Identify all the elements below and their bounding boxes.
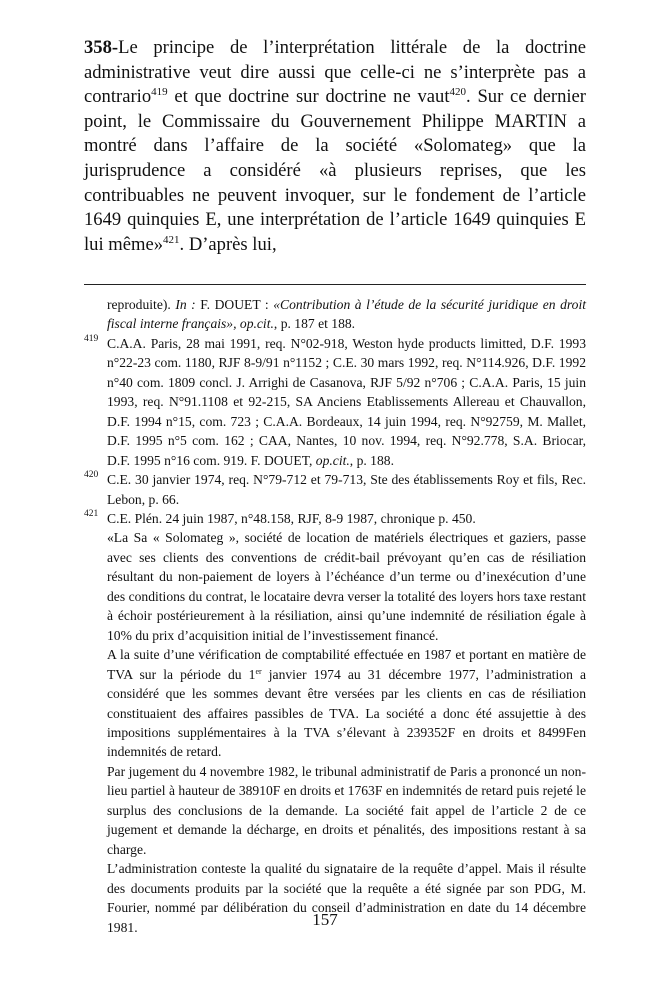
footnote-paragraph: «La Sa « Solomateg », société de location de matériels électriques et gaziers, passe avec ses clients des conventions de crédit-bail prévoyant qu’en cas de résiliation résultant du non-paiement de loyers à l’échéance d’un terme ou d’inexécution d’une des conditions du contrat, le locataire devra verser la totalité des loyers hors taxe restant à échoir postérieurement à la résiliation, ainsi qu’une indemnité de résiliation égale à 10% du prix d’acquisition initial de l’investissement financé. — [107, 530, 586, 643]
text: F. DOUET : — [195, 297, 274, 312]
footnote-ref[interactable]: 419 — [151, 86, 168, 99]
footnote-421 — [84, 509, 586, 528]
text: Le principe de l’interprétation littérale de la doctrine administrative veut dire aussi que celle-ci ne s’interprète pas a contrario — [84, 37, 586, 108]
text: op.cit. — [315, 452, 350, 468]
paragraph-number: 358- — [84, 37, 119, 58]
text: C.E. Plén. 24 juin 1987, n°48.158, RJF, 8-9 1987, chronique p. 450. — [107, 510, 476, 526]
text: et que doctrine sur doctrine ne vaut — [167, 86, 450, 108]
footnote-paragraph — [84, 645, 586, 762]
text: C.E. 30 janvier 1974, req. N°79-712 et 79-713, Ste des établissements Roy et fils, Rec. Lebon, p. 66. — [107, 472, 586, 507]
footnote-420 — [84, 470, 586, 509]
text: , p. 188. — [349, 452, 394, 468]
footnote-number: 420 — [84, 470, 99, 481]
text: C.A.A. Paris, 28 mai 1991, req. N°02-918, Weston hyde products limitted, D.F. 1993 n°22-23 com. 1180, RJF 8-9/91 n°1152 ; C.E. 30 mars 1992, req. N°114.926, D.F. 1992 n°40 com. 1809 concl. J. Arrighi de Casanova, RJF 5/92 n°706 ; C.A.A. Paris, 15 juin 1993, req. N°91.1108 et 92-215, SA Anciens Etablissements Allereau et Chauvallon, D.F. 1994 n°15, com. 723 ; C.A.A. Bordeaux, 14 juin 1994, req. N°92759, M. Mallet, D.F. 1995 n°5 com. 162 ; CAA, Nantes, 10 nov. 1994, req. N°92.778, S.A. Briocar, D.F. 1995 n°16 com. 919. F. DOUET, — [107, 335, 586, 468]
text: «Contribution à l’étude de la sécurité juridique en droit fiscal interne français», op.cit. — [107, 297, 587, 332]
footnote-ref[interactable]: 421 — [163, 233, 180, 246]
page-number: 157 — [312, 910, 338, 929]
text: A la suite d’une vérification de comptabilité effectuée en 1987 et portant en matière de TVA sur la période du 1 — [107, 647, 586, 682]
text: janvier 1974 au 31 décembre 1977, l’administration a considéré que les sommes devant être versées par les clients en cas de résiliation constituaient des affaires passibles de TVA. La société a donc été assujettie à des impositions supplémentaires à la TVA s’élevant à 239352F en droits et 8499Fen indemnités de retard. — [107, 666, 586, 760]
text: In : — [175, 297, 196, 312]
text: . D’après lui, — [179, 233, 277, 255]
footnote-number: 419 — [84, 333, 99, 344]
footnote-ref[interactable]: 420 — [449, 86, 467, 99]
footnote-paragraph: L’administration conteste la qualité du signataire de la requête d’appel. Mais il résulte des documents produits par la société que la requête a été signée par son PDG, M. Fourier, nommé par délibération du conseil d’administration en date du 14 décembre 1981. — [107, 861, 586, 935]
footnote-number: 421 — [84, 508, 99, 519]
footnote-separator — [84, 284, 586, 285]
text: . Sur ce dernier point, le Commissaire du Gouvernement Philippe MARTIN a montré dans l’affaire de la société «Solomateg» que la jurisprudence a considéré «à plusieurs reprises, que les contribuables ne peuvent invoquer, sur le fondement de l’article 1649 quinquies E, une interprétation de l’article 1649 quinquies E lui même» — [84, 86, 587, 255]
text: , p. 187 et 188. — [273, 316, 356, 332]
ordinal: er — [255, 666, 262, 676]
text: reproduite). — [107, 297, 176, 312]
footnote-continuation — [84, 295, 586, 334]
footnote-paragraph: Par jugement du 4 novembre 1982, le tribunal administratif de Paris a prononcé un non-lieu partiel à hauteur de 38910F en droits et 1763F en indemnités de retard puis rejeté le surplus des conclusions de la demande. La société fait appel de l’article 2 de ce jugement et demande la décharge, en droits et pénalités, des impositions restant à sa charge. — [107, 763, 586, 857]
main-paragraph — [84, 36, 586, 257]
footnote-419 — [84, 334, 586, 470]
footnotes — [84, 295, 586, 937]
